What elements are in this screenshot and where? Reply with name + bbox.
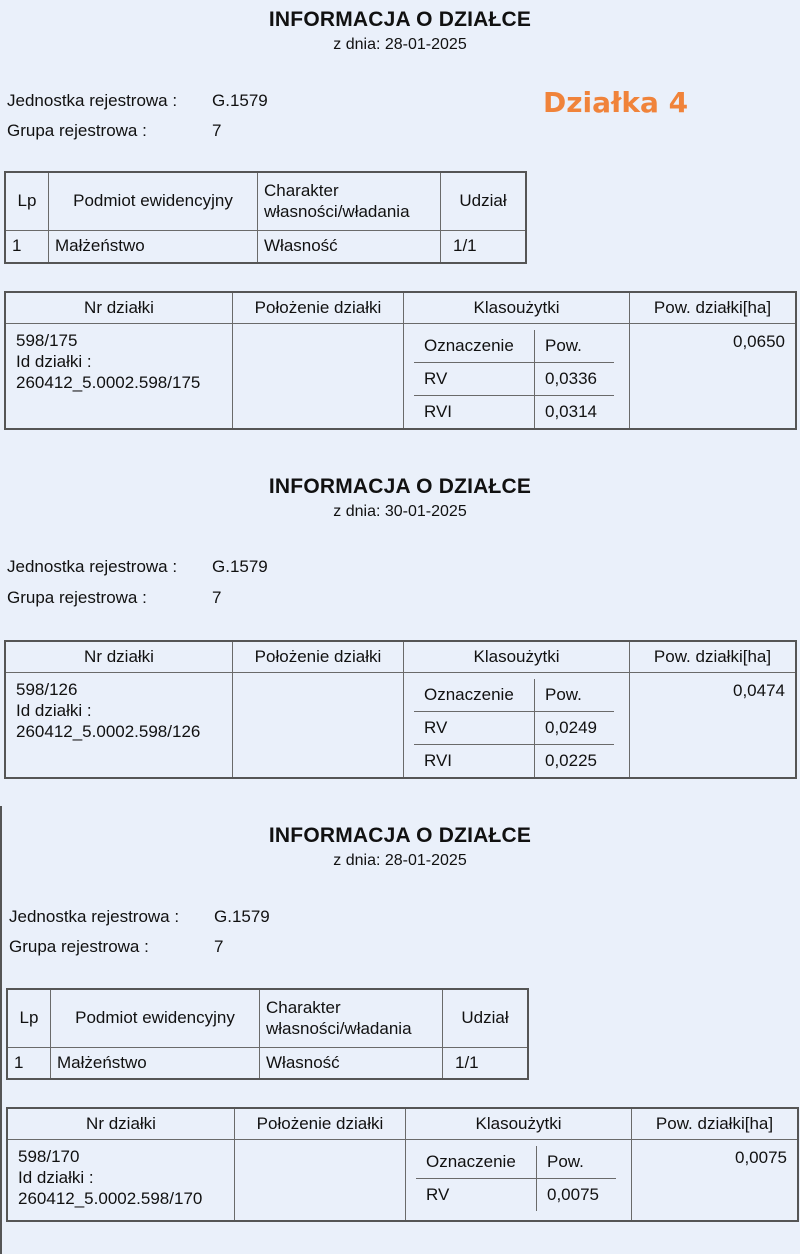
parcel-id-label: Id działki : (16, 352, 92, 371)
parcel-location (233, 673, 404, 779)
parcel-area: 0,0075 (632, 1140, 799, 1222)
jednostka-label: Jednostka rejestrowa : (7, 557, 182, 576)
list-item: RV 0,0075 (416, 1179, 616, 1212)
parcel-location (235, 1140, 406, 1222)
list-item: RV 0,0336 (414, 363, 614, 396)
col-podmiot: Podmiot ewidencyjny (51, 989, 260, 1047)
parcel-id: 260412_5.0002.598/175 (16, 373, 201, 392)
parcel-id: 260412_5.0002.598/126 (16, 722, 201, 741)
klasouzytki-table: Oznaczenie Pow. RV 0,0336 RVI 0,0314 (414, 330, 614, 428)
col-polozenie: Położenie działki (233, 292, 404, 324)
parcel-id-label: Id działki : (16, 701, 92, 720)
klasouzytki-table: Oznaczenie Pow. RV 0,0075 (416, 1146, 616, 1211)
parcel-badge: Działka 4 (543, 86, 689, 119)
parcel-area: 0,0474 (630, 673, 797, 779)
klasouzytki-table: Oznaczenie Pow. RV 0,0249 RVI 0,0225 (414, 679, 614, 777)
parcel-id-label: Id działki : (18, 1168, 94, 1187)
parcel-id: 260412_5.0002.598/170 (18, 1189, 203, 1208)
grupa-label: Grupa rejestrowa : (9, 937, 149, 956)
col-klasouzytki: Klasoużytki (404, 292, 630, 324)
page-title: INFORMACJA O DZIAŁCE (268, 8, 532, 31)
panel-border (0, 806, 2, 1254)
page-title: INFORMACJA O DZIAŁCE (268, 824, 532, 847)
col-udzial: Udział (441, 172, 527, 230)
parcel-table (4, 640, 797, 779)
table-row (5, 673, 796, 779)
col-klasouzytki: Klasoużytki (406, 1108, 632, 1140)
report-date: z dnia: 30-01-2025 (333, 503, 467, 520)
col-nr: Nr działki (5, 641, 233, 673)
report-date: z dnia: 28-01-2025 (333, 36, 467, 53)
owners-table (4, 171, 527, 264)
parcel-area: 0,0650 (630, 324, 797, 430)
col-charakter: Charakter własności/władania (260, 989, 443, 1047)
list-item: RVI 0,0314 (414, 396, 614, 429)
parcel-id-cell (5, 673, 233, 779)
grupa-value: 7 (212, 588, 222, 607)
col-lp: Lp (5, 172, 49, 230)
col-nr: Nr działki (7, 1108, 235, 1140)
parcel-id-cell (5, 324, 233, 430)
grupa-value: 7 (212, 121, 222, 140)
grupa-label: Grupa rejestrowa : (7, 121, 147, 140)
list-item: RV 0,0249 (414, 712, 614, 745)
parcel-id-cell (7, 1140, 235, 1222)
col-polozenie: Położenie działki (233, 641, 404, 673)
table-row (5, 324, 796, 430)
col-lp: Lp (7, 989, 51, 1047)
jednostka-label: Jednostka rejestrowa : (9, 907, 184, 926)
table-row: 1 Małżeństwo Własność 1/1 (7, 1047, 528, 1079)
parcel-number: 598/126 (16, 680, 78, 699)
parcel-location (233, 324, 404, 430)
report-date: z dnia: 28-01-2025 (333, 852, 467, 869)
jednostka-value: G.1579 (214, 907, 270, 926)
parcel-table (4, 291, 797, 430)
page-title: INFORMACJA O DZIAŁCE (268, 475, 532, 498)
col-nr: Nr działki (5, 292, 233, 324)
jednostka-value: G.1579 (212, 557, 268, 576)
jednostka-label: Jednostka rejestrowa : (7, 91, 182, 110)
col-klasouzytki: Klasoużytki (404, 641, 630, 673)
list-item: RVI 0,0225 (414, 745, 614, 778)
col-polozenie: Położenie działki (235, 1108, 406, 1140)
table-row (7, 1140, 798, 1222)
table-row: 1 Małżeństwo Własność 1/1 (5, 230, 526, 263)
col-podmiot: Podmiot ewidencyjny (49, 172, 258, 230)
owners-table (6, 988, 529, 1080)
parcel-table (6, 1107, 799, 1222)
jednostka-value: G.1579 (212, 91, 268, 110)
col-udzial: Udział (443, 989, 529, 1047)
col-pow: Pow. działki[ha] (630, 641, 797, 673)
col-charakter: Charakter własności/władania (258, 172, 441, 230)
col-pow: Pow. działki[ha] (632, 1108, 799, 1140)
parcel-number: 598/170 (18, 1147, 80, 1166)
grupa-value: 7 (214, 937, 224, 956)
parcel-number: 598/175 (16, 331, 78, 350)
grupa-label: Grupa rejestrowa : (7, 588, 147, 607)
col-pow: Pow. działki[ha] (630, 292, 797, 324)
